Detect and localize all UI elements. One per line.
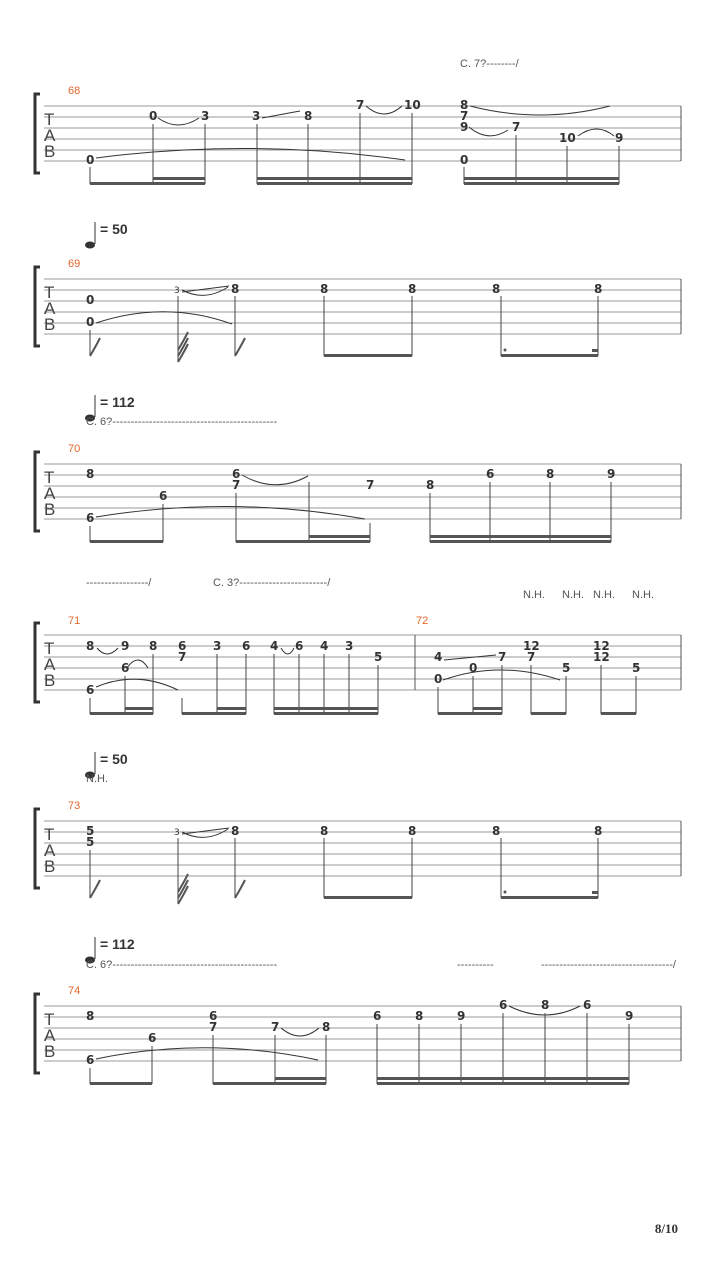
fret: 8: [231, 282, 240, 296]
beams: [90, 177, 619, 185]
barre-directive: C. 7?--------/: [460, 58, 519, 70]
tab-clef-t: T: [44, 110, 55, 129]
barre-directive: C. 6?---------------------------------------------: [86, 416, 278, 428]
tempo-marking: [85, 221, 128, 249]
fret: 3: [252, 109, 261, 123]
harmonic-label: N.H.: [562, 589, 584, 601]
fret: 9: [121, 639, 130, 653]
fret: 5: [86, 835, 95, 849]
measure-number: 68: [68, 85, 81, 97]
fret: 7: [527, 650, 536, 664]
fret: 6: [232, 467, 241, 481]
fret: 0: [460, 153, 469, 167]
tab-clef-t: T: [44, 468, 55, 487]
fret: 8: [86, 639, 95, 653]
fret: 7: [498, 650, 507, 664]
beams: [324, 891, 598, 900]
fret: 10: [404, 98, 421, 112]
ties-slides: [96, 648, 560, 690]
fret: 6: [242, 639, 251, 653]
ties-slides: [96, 286, 232, 324]
fret: 6: [86, 1053, 95, 1067]
fret: 8: [408, 282, 417, 296]
fret: 6: [86, 683, 95, 697]
fret: 8: [492, 824, 501, 838]
page-number: 8/10: [654, 1221, 678, 1236]
tab-clef-a: A: [44, 1026, 56, 1045]
measure-number: 69: [68, 258, 81, 270]
system-3: [35, 394, 681, 543]
system-1: [35, 58, 681, 185]
svg-text:= 50: = 50: [100, 221, 128, 237]
fret: 8: [304, 109, 313, 123]
fret: 8: [541, 998, 550, 1012]
fret: 6: [499, 998, 508, 1012]
fret: 0: [469, 661, 478, 675]
harmonic-label: N.H.: [593, 589, 615, 601]
barre-directive: C. 6?---------------------------------------------: [86, 959, 278, 971]
grace-note: 3: [174, 286, 180, 296]
fret: 7: [356, 98, 365, 112]
system-2: [35, 221, 681, 362]
fret: 7: [232, 478, 241, 492]
fret: 8: [460, 98, 469, 112]
barre-directive: C. 3?------------------------/: [213, 577, 331, 589]
tab-clef-a: A: [44, 484, 56, 503]
barre-directive: ------------------------------------/: [541, 959, 676, 971]
fret-numbers: [86, 282, 602, 329]
fret: 5: [374, 650, 383, 664]
barre-directive: ----------: [457, 959, 494, 971]
fret: 0: [86, 293, 95, 307]
fret: 8: [231, 824, 240, 838]
tab-clef-a: A: [44, 126, 56, 145]
fret: 5: [86, 824, 95, 838]
fret: 8: [320, 282, 329, 296]
tab-clef-b: B: [44, 857, 56, 876]
fret: 8: [594, 282, 603, 296]
fret: 7: [178, 650, 187, 664]
tab-clef-a: A: [44, 841, 56, 860]
fret: 5: [562, 661, 571, 675]
fret: 10: [559, 131, 576, 145]
fret: 8: [408, 824, 417, 838]
tab-clef-t: T: [44, 639, 55, 658]
tab-clef-b: B: [44, 1042, 56, 1061]
fret: 4: [270, 639, 279, 653]
tab-clef-a: A: [44, 655, 56, 674]
beams: [90, 707, 636, 715]
fret: 0: [434, 672, 443, 686]
grace-note: 3: [174, 828, 180, 838]
tab-clef-t: T: [44, 283, 55, 302]
fret: 8: [426, 478, 435, 492]
system-4: [35, 577, 681, 715]
beams: [90, 535, 611, 543]
tab-clef-b: B: [44, 142, 56, 161]
fret: 9: [460, 120, 469, 134]
fret: 6: [148, 1031, 157, 1045]
beams: [90, 1077, 629, 1085]
system-5: [35, 751, 681, 904]
tab-clef-b: B: [44, 671, 56, 690]
tab-clef-b: B: [44, 315, 56, 334]
fret: 4: [320, 639, 329, 653]
stems: [90, 654, 636, 714]
fret: 8: [86, 1009, 95, 1023]
fret: 7: [271, 1020, 280, 1034]
fret: 7: [366, 478, 375, 492]
svg-text:= 112: = 112: [100, 394, 135, 410]
fret: 0: [149, 109, 158, 123]
measure-number: 74: [68, 985, 81, 997]
fret: 8: [320, 824, 329, 838]
fret: 7: [512, 120, 521, 134]
stems: [90, 296, 598, 362]
fret: 12: [593, 650, 610, 664]
fret: 7: [209, 1020, 218, 1034]
measure-number: 71: [68, 615, 81, 627]
tab-clef-t: T: [44, 1010, 55, 1029]
fret: 8: [322, 1020, 331, 1034]
fret: 3: [201, 109, 210, 123]
fret: 8: [415, 1009, 424, 1023]
quarter-note-icon: [85, 242, 95, 249]
fret: 7: [460, 109, 469, 123]
flags: [90, 874, 245, 904]
fret-numbers: [86, 998, 633, 1067]
fret-numbers: [86, 824, 602, 849]
svg-text:= 112: = 112: [100, 936, 135, 952]
fret: 6: [373, 1009, 382, 1023]
harmonic-label: N.H.: [86, 773, 108, 785]
ties-slides: [96, 1006, 580, 1060]
fret: 0: [86, 315, 95, 329]
fret: 6: [295, 639, 304, 653]
fret: 5: [632, 661, 641, 675]
fret: 4: [434, 650, 443, 664]
tab-clef-t: T: [44, 825, 55, 844]
system-6: [35, 936, 681, 1085]
fret: 8: [149, 639, 158, 653]
fret: 6: [86, 511, 95, 525]
measure-number: 70: [68, 443, 81, 455]
fret: 9: [625, 1009, 634, 1023]
fret: 8: [86, 467, 95, 481]
stems: [90, 482, 611, 542]
fret: 6: [178, 639, 187, 653]
fret: 6: [209, 1009, 218, 1023]
fret: 9: [457, 1009, 466, 1023]
fret: 0: [86, 153, 95, 167]
fret: 12: [523, 639, 540, 653]
ties-slides: [96, 106, 614, 160]
tab-clef-b: B: [44, 500, 56, 519]
svg-text:= 50: = 50: [100, 751, 128, 767]
harmonic-label: N.H.: [632, 589, 654, 601]
fret: 3: [345, 639, 354, 653]
fret: 6: [159, 489, 168, 503]
fret: 9: [607, 467, 616, 481]
measure-number: 72: [416, 615, 429, 627]
fret: 8: [594, 824, 603, 838]
fret-numbers: [86, 98, 623, 167]
beams: [324, 349, 598, 358]
fret: 8: [546, 467, 555, 481]
measure-number: 73: [68, 800, 81, 812]
fret: 6: [121, 661, 130, 675]
flags: [90, 332, 245, 362]
fret: 3: [213, 639, 222, 653]
fret: 12: [593, 639, 610, 653]
tab-clef-a: A: [44, 299, 56, 318]
barre-directive: -----------------/: [86, 577, 152, 589]
stems: [90, 838, 598, 904]
fret: 9: [615, 131, 624, 145]
fret: 8: [492, 282, 501, 296]
fret: 6: [486, 467, 495, 481]
fret: 6: [583, 998, 592, 1012]
harmonic-label: N.H.: [523, 589, 545, 601]
ties-slides: [182, 828, 229, 837]
